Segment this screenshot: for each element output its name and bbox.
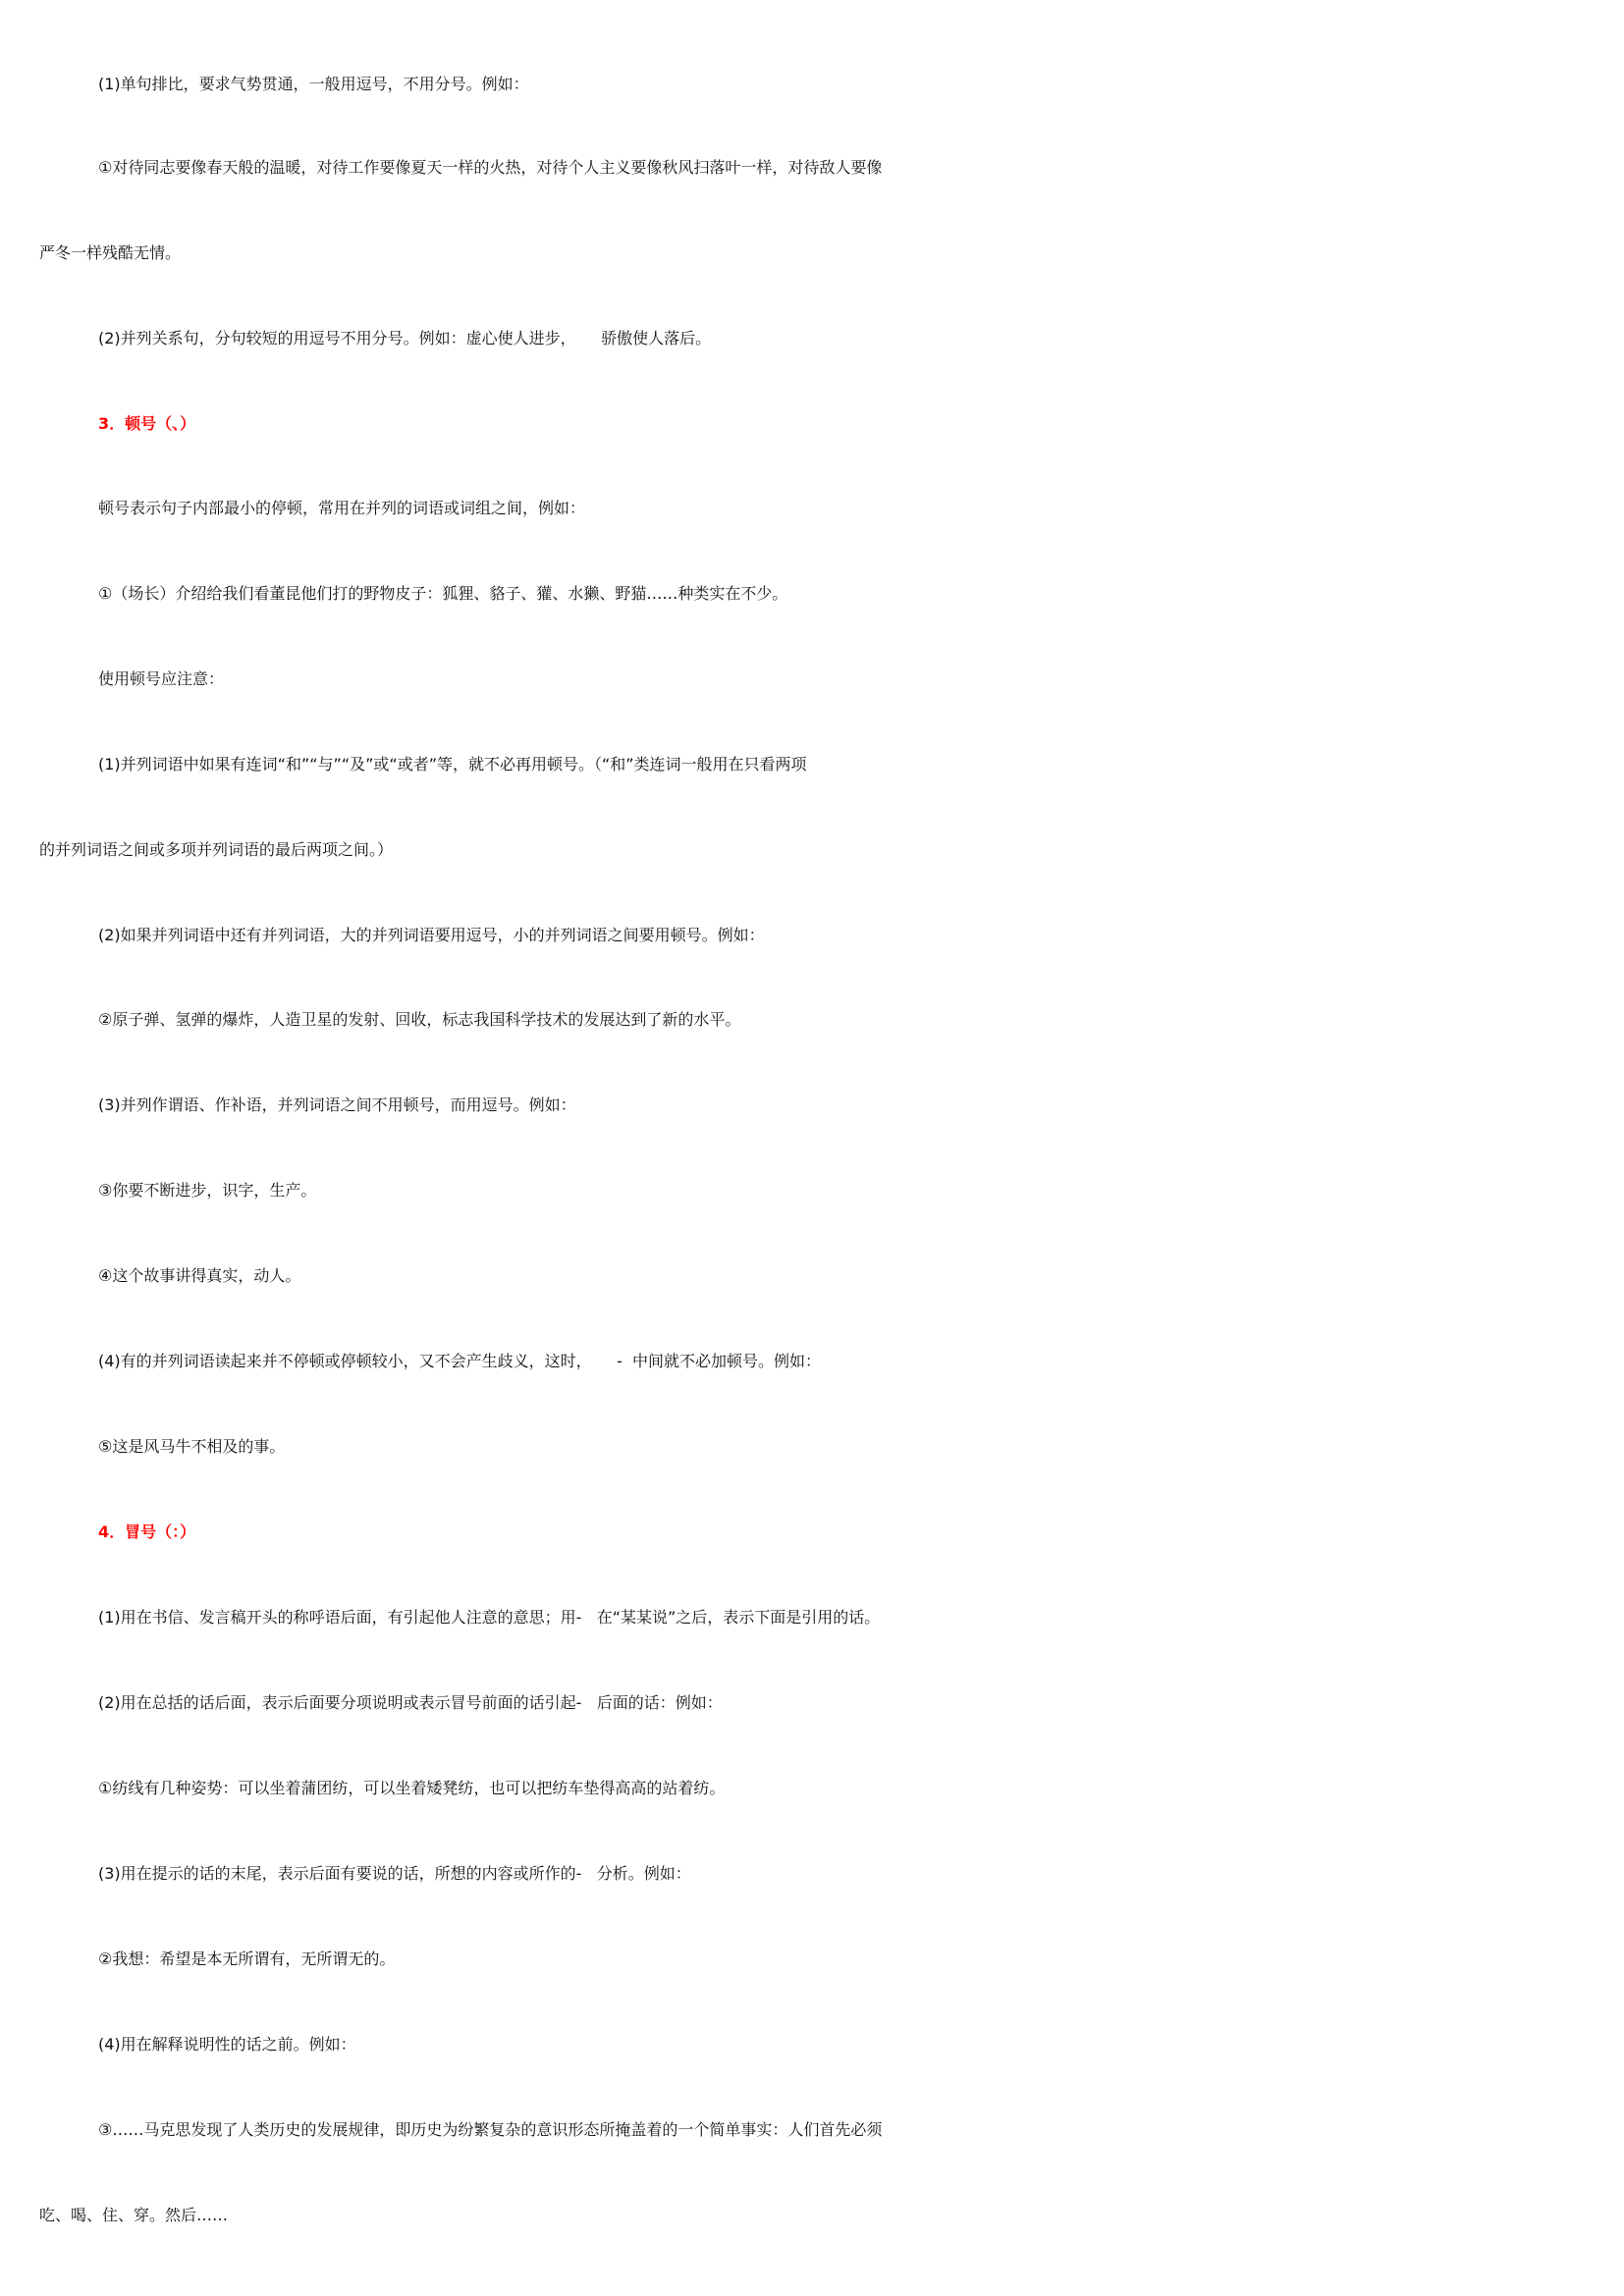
paragraph-line: 吃、喝、住、穿。然后…… — [39, 2206, 229, 2224]
paragraph-line: (1)用在书信、发言稿开头的称呼语后面，有引起他人注意的意思；用- 在“某某说”之后，表示下面是引用的话。 — [98, 1608, 881, 1627]
paragraph-line: 严冬一样残酷无情。 — [39, 243, 182, 262]
paragraph-line: 顿号表示句子内部最小的停顿，常用在并列的词语或词组之间，例如： — [98, 499, 586, 517]
paragraph-line: (3)用在提示的话的末尾，表示后面有要说的话，所想的内容或所作的- 分析。例如： — [98, 1864, 691, 1883]
paragraph-line: (4)有的并列词语读起来并不停顿或停顿较小，又不会产生歧义，这时， - 中间就不必加顿号。例如： — [98, 1352, 822, 1370]
paragraph-line: (4)用在解释说明性的话之前。例如： — [98, 2035, 356, 2054]
paragraph-line: ②我想：希望是本无所谓有，无所谓无的。 — [98, 1949, 396, 1968]
paragraph-line: ⑤这是风马牛不相及的事。 — [98, 1437, 286, 1456]
section-heading: 4．冒号（：） — [98, 1522, 196, 1541]
paragraph-line: ④这个故事讲得真实，动人。 — [98, 1266, 301, 1285]
paragraph-line: 的并列词语之间或多项并列词语的最后两项之间。） — [39, 840, 394, 859]
paragraph-line: (1)单句排比，要求气势贯通，一般用逗号，不用分号。例如： — [98, 75, 529, 93]
paragraph-line: (1)并列词语中如果有连词“和”“与”“及”或“或者”等，就不必再用顿号。（“和”类连词一般用在只看两项 — [98, 755, 807, 774]
paragraph-line: (2)如果并列词语中还有并列词语，大的并列词语要用逗号，小的并列词语之间要用顿号。例如： — [98, 926, 765, 944]
paragraph-line: ①对待同志要像春天般的温暖，对待工作要像夏天一样的火热，对待个人主义要像秋风扫落叶一样，对待敌人要像 — [98, 158, 883, 177]
paragraph-line: ③你要不断进步，识字，生产。 — [98, 1181, 317, 1200]
paragraph-line: (3)并列作谓语、作补语，并列词语之间不用顿号，而用逗号。例如： — [98, 1095, 576, 1114]
paragraph-line: ③……马克思发现了人类历史的发展规律，即历史为纷繁复杂的意识形态所掩盖着的一个简单事实：人们首先必须 — [98, 2120, 883, 2139]
section-heading: 3．顿号（、） — [98, 414, 196, 433]
paragraph-line: ①纺线有几种姿势：可以坐着蒲团纺，可以坐着矮凳纺，也可以把纺车垫得高高的站着纺。 — [98, 1779, 726, 1797]
paragraph-line: ②原子弹、氢弹的爆炸，人造卫星的发射、回收，标志我国科学技术的发展达到了新的水平。 — [98, 1010, 741, 1029]
paragraph-line: (2)用在总括的话后面，表示后面要分项说明或表示冒号前面的话引起- 后面的话：例如： — [98, 1693, 723, 1712]
paragraph-line: (2)并列关系句，分句较短的用逗号不用分号。例如：虚心使人进步， 骄傲使人落后。 — [98, 329, 712, 347]
paragraph-line: 使用顿号应注意： — [98, 669, 225, 688]
paragraph-line: ①（场长）介绍给我们看董昆他们打的野物皮子：狐狸、貉子、獾、水獭、野猫……种类实在不少。 — [98, 584, 788, 603]
